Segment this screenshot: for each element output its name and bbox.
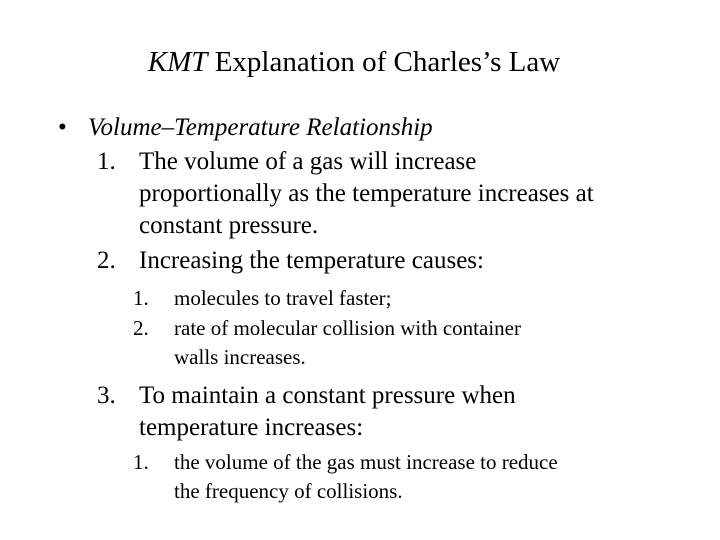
sub-item-2-1-number: 1.	[133, 286, 149, 310]
list-item-1-line-2: proportionally as the temperature increases at	[139, 180, 594, 207]
sub-item-3-1-line-2: the frequency of collisions.	[174, 479, 403, 503]
bullet-heading	[58, 112, 433, 144]
bullet-marker: •	[58, 114, 67, 141]
slide-title	[0, 44, 708, 80]
bullet-text: Volume–Temperature Relationship	[88, 114, 433, 141]
title-kmt: KMT	[147, 46, 208, 78]
list-item-1-line-1: The volume of a gas will increase	[139, 148, 477, 175]
list-item-2-number: 2.	[97, 247, 116, 274]
sub-item-3-1-line-1: the volume of the gas must increase to reduce	[174, 450, 558, 474]
sub-item-2-2-number: 2.	[133, 316, 149, 340]
sub-item-2-2-line-1: rate of molecular collision with container	[174, 316, 521, 340]
list-item-1-text	[139, 146, 594, 242]
list-item-2-text	[139, 245, 484, 277]
list-item-2-line-1: Increasing the temperature causes:	[139, 247, 484, 274]
sub-item-2-1-text	[174, 284, 392, 313]
list-item-1-line-3: constant pressure.	[139, 212, 319, 239]
list-item-3-line-1: To maintain a constant pressure when	[139, 382, 516, 409]
list-item-3-line-2: temperature increases:	[139, 414, 364, 441]
sub-item-3-1-number: 1.	[133, 450, 149, 474]
list-item-3-text	[139, 380, 516, 444]
sub-item-2-2-text	[174, 314, 521, 372]
list-item-1-number: 1.	[97, 148, 116, 175]
sub-item-3-1-text	[174, 448, 558, 506]
sub-item-2-2-line-2: walls increases.	[174, 345, 306, 369]
title-rest: Explanation of Charles’s Law	[207, 46, 561, 78]
list-item-3-number: 3.	[97, 382, 116, 409]
sub-item-2-1-line-1: molecules to travel faster;	[174, 286, 392, 310]
